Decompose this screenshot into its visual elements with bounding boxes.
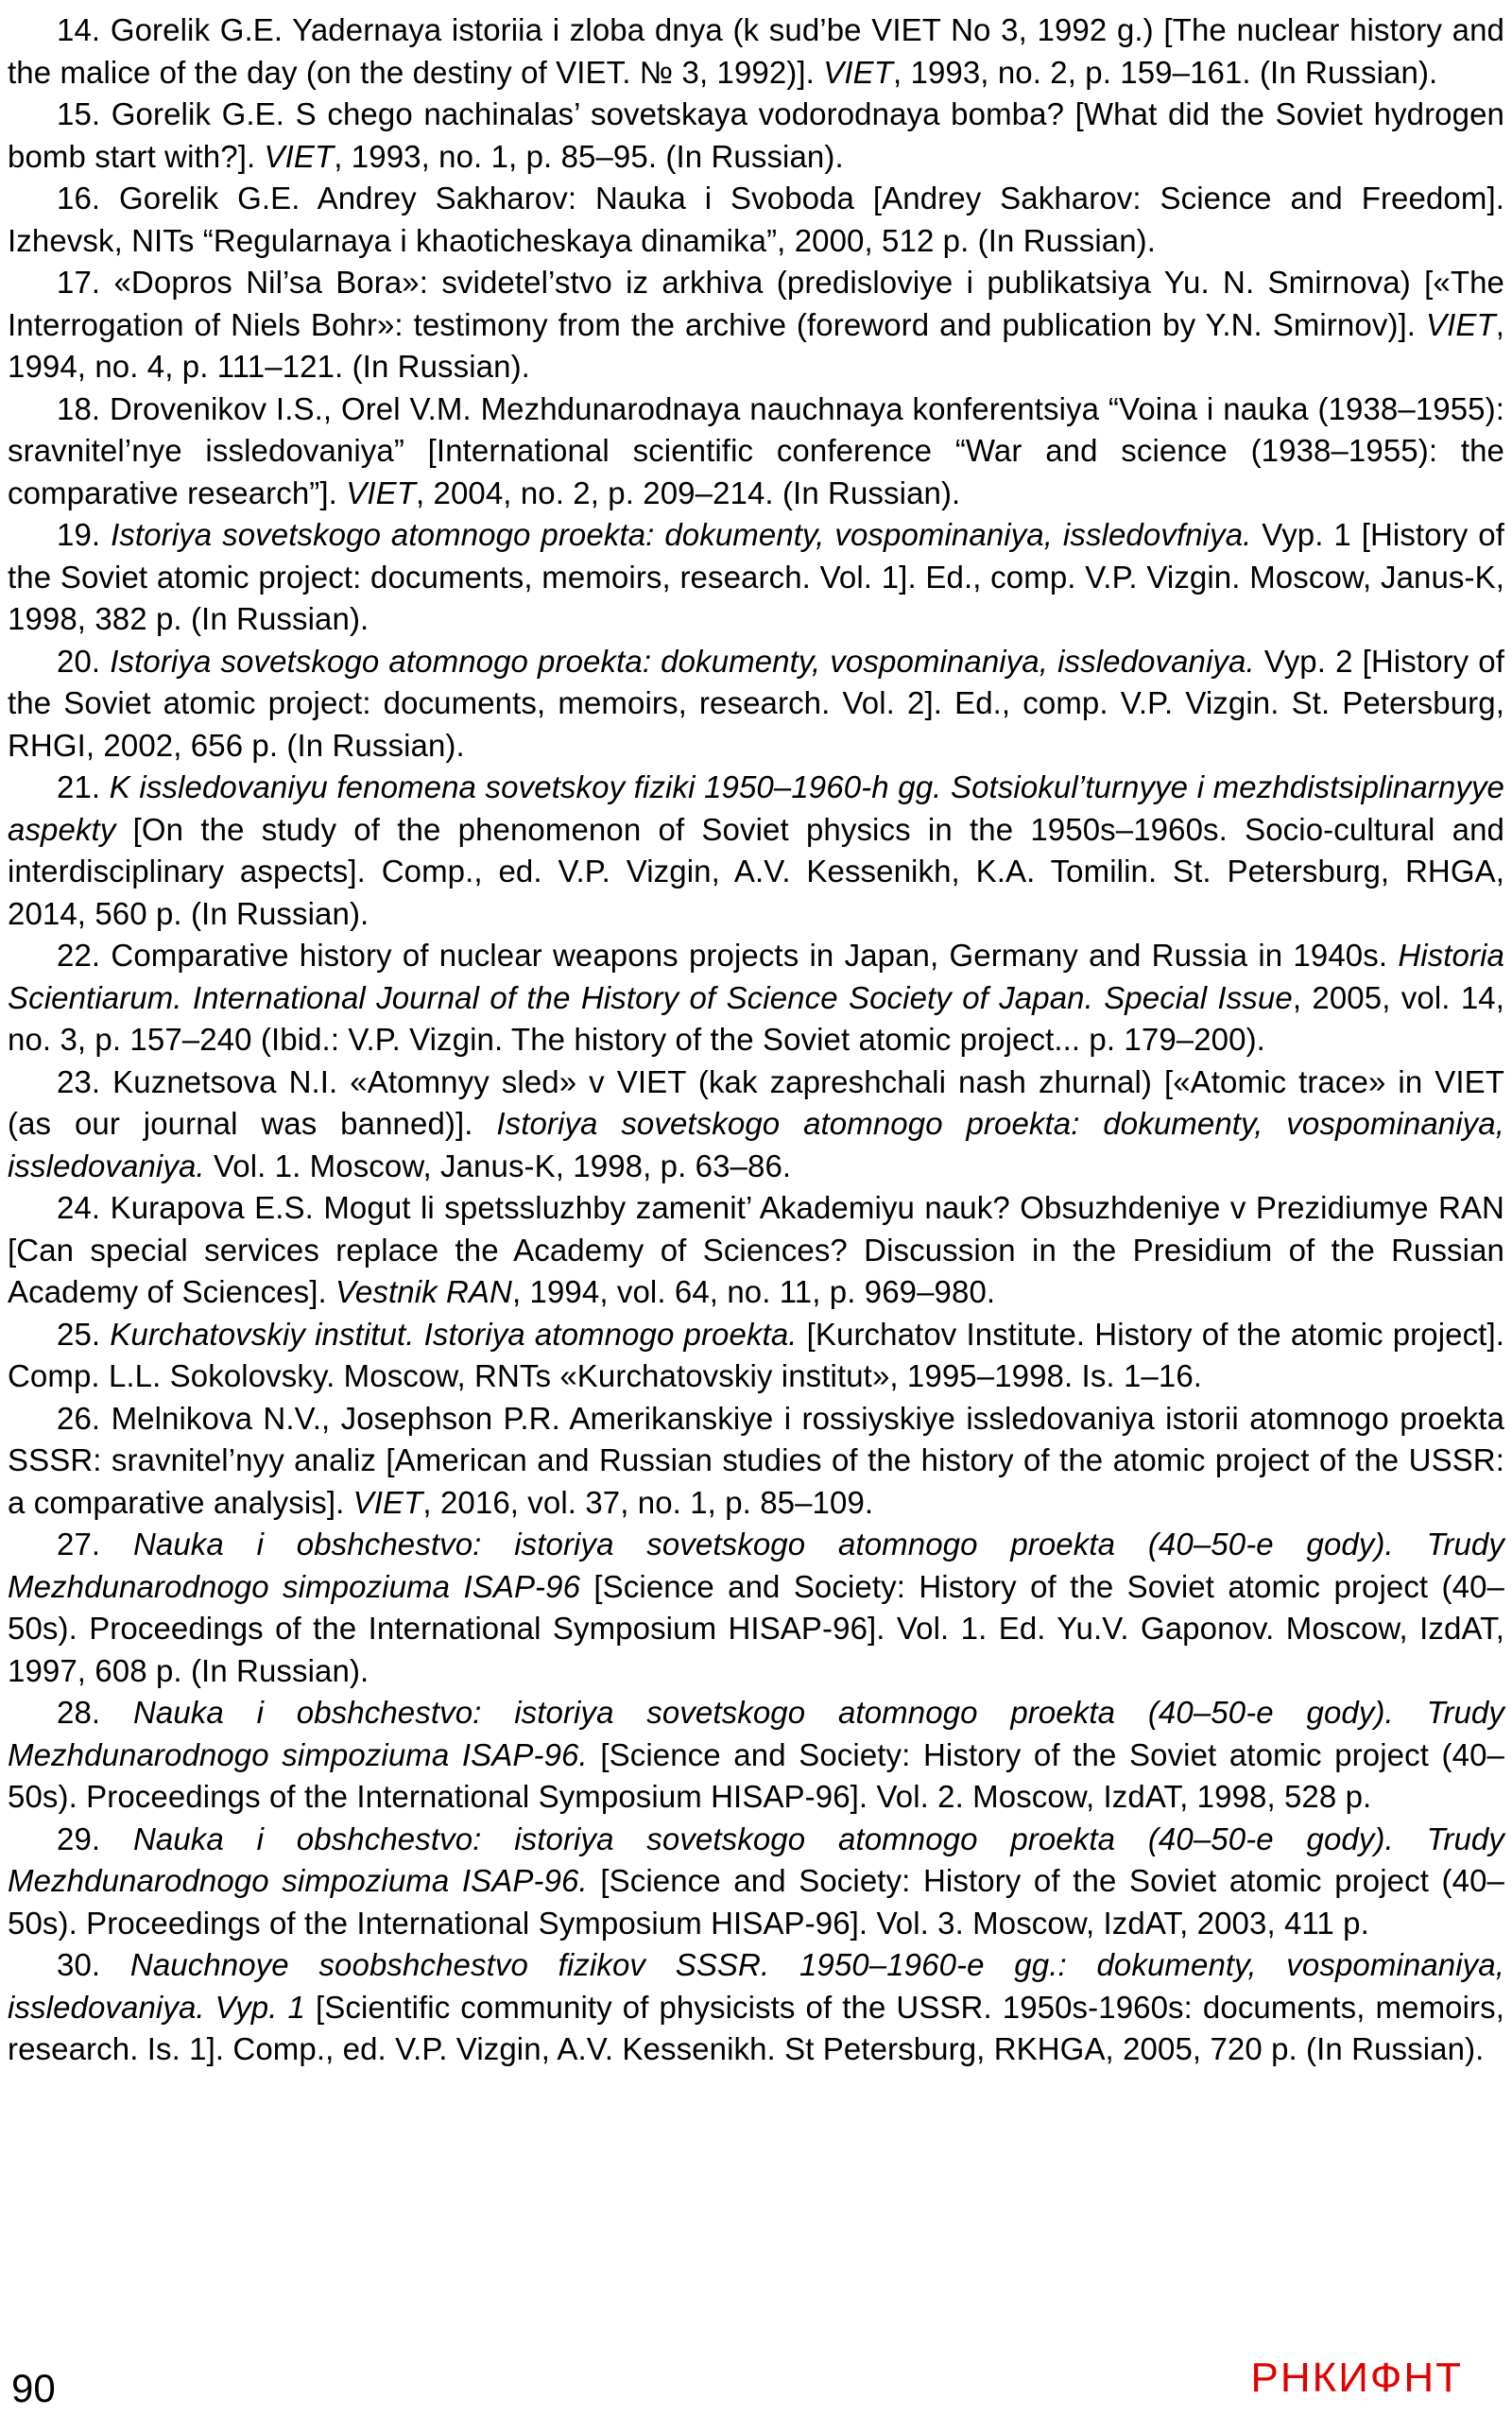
reference-item-20 [8, 641, 1504, 768]
reference-title-italic: Istoriya sovetskogo atomnogo proekta: dokumenty, vospominaniya, issledovaniya. [110, 643, 1255, 679]
reference-item-29 [8, 1819, 1504, 1945]
reference-text: 30. [57, 1947, 130, 1982]
reference-text: [On the study of the phenomenon of Soviet physics in the 1950s–1960s. Socio-cultural and interdisciplinary aspects]. Comp., ed. V.P. Vizgin, A.V. Kessenikh, K.A. Tomilin. St. Petersburg, RHGA, 2014, 560 p. (In Russian). [8, 811, 1504, 931]
reference-text: 16. Gorelik G.E. Andrey Sakharov: Nauka i Svoboda [Andrey Sakharov: Science and Freedom]. Izhevsk, NITs “Regularnaya i khaoticheskaya dinamika”, 2000, 512 p. (In Russian). [8, 181, 1504, 258]
reference-text: 15. Gorelik G.E. S chego nachinalas’ sovetskaya vodorodnaya bomba? [What did the Soviet hydrogen bomb start with?]. [8, 96, 1504, 174]
reference-item-15 [8, 94, 1504, 178]
reference-text: [Science and Society: History of the Soviet atomic project (40–50s). Proceedings of the International Symposium HISAP-96]. Vol. 1. Ed. Yu.V. Gaponov. Moscow, IzdAT, 1997, 608 p. (In Russian). [8, 1568, 1504, 1688]
reference-item-25 [8, 1314, 1504, 1398]
page-number: 90 [11, 2366, 56, 2410]
reference-text: 28. [57, 1695, 133, 1730]
reference-text: , 2005, vol. 14, no. 3, p. 157–240 (Ibid.: V.P. Vizgin. The history of the Soviet atomic project... p. 179–200). [8, 979, 1504, 1057]
reference-title-italic: Istoriya sovetskogo atomnogo proekta: dokumenty, vospominaniya, issledovfniya. [111, 517, 1252, 552]
reference-item-16 [8, 178, 1504, 262]
reference-title-italic: VIET [264, 138, 335, 174]
reference-title-italic: Nauchnoye soobshchestvo fizikov SSSR. 1950–1960-e gg.: dokumenty, vospominaniya, issledovaniya. Vyp. 1 [8, 1947, 1504, 2025]
reference-title-italic: VIET [1425, 306, 1496, 342]
reference-title-italic: VIET [823, 54, 893, 90]
reference-text: 18. Drovenikov I.S., Orel V.M. Mezhdunarodnaya nauchnaya konferentsiya “Voina i nauka (1938–1955): sravnitel’nye issledovaniya” [International scientific conference “War and science (1938–1955): the comparative research”]. [8, 390, 1504, 510]
reference-text: , 2016, vol. 37, no. 1, p. 85–109. [422, 1484, 874, 1520]
reference-text: , 1994, no. 4, p. 111–121. (In Russian). [8, 306, 1504, 384]
reference-item-21 [8, 767, 1504, 935]
reference-text: 20. [57, 643, 111, 679]
reference-title-italic: Historia Scientiarum. International Journal of the History of Science Society of Japan. Special Issue [8, 938, 1504, 1015]
reference-item-19 [8, 514, 1504, 641]
reference-title-italic: Nauka i obshchestvo: istoriya sovetskogo atomnogo proekta (40–50-e gody). Trudy Mezhdunarodnogo simpoziuma ISAP-96. [8, 1695, 1504, 1772]
reference-item-30 [8, 1944, 1504, 2071]
reference-text: [Kurchatov Institute. History of the atomic project]. Comp. L.L. Sokolovsky. Moscow, RNTs «Kurchatovskiy institut», 1995–1998. Is. 1–16. [8, 1316, 1504, 1393]
reference-title-italic: VIET [352, 1484, 423, 1520]
reference-text: [Scientific community of physicists of the USSR. 1950s-1960s: documents, memoirs, research. Is. 1]. Comp., ed. V.P. Vizgin, A.V. Kessenikh. St Petersburg, RKHGA, 2005, 720 p. (In Russian). [8, 1989, 1504, 2066]
reference-text: , 1993, no. 2, p. 159–161. (In Russian). [892, 54, 1438, 90]
reference-title-italic: Istoriya sovetskogo atomnogo proekta: dokumenty, vospominaniya, issledovaniya. [8, 1106, 1504, 1183]
reference-text: 29. [57, 1821, 133, 1856]
reference-text: 25. [57, 1316, 111, 1352]
reference-text: [Science and Society: History of the Soviet atomic project (40–50s). Proceedings of the International Symposium HISAP-96]. Vol. 2. Moscow, IzdAT, 1998, 528 p. [8, 1736, 1504, 1814]
reference-text: 14. Gorelik G.E. Yadernaya istoriia i zloba dnya (k sud’be VIET No 3, 1992 g.) [The nuclear history and the malice of the day (on the destiny of VIET. № 3, 1992)]. [8, 12, 1504, 90]
reference-text: 24. Kurapova E.S. Mogut li spetssluzhby zamenit’ Akademiyu nauk? Obsuzhdeniye v Prezidiumye RAN [Can special services replace the Academy of Sciences? Discussion in the Presidium of the Russian Academy of Sciences]. [8, 1190, 1504, 1309]
reference-title-italic: VIET [346, 475, 416, 510]
reference-item-26 [8, 1398, 1504, 1525]
reference-title-italic: Nauka i obshchestvo: istoriya sovetskogo atomnogo proekta (40–50-e gody). Trudy Mezhdunarodnogo simpoziuma ISAP-96 [8, 1527, 1504, 1604]
reference-text: 27. [57, 1527, 133, 1562]
reference-title-italic: Vestnik RAN [335, 1274, 512, 1309]
reference-text: Vol. 1. Moscow, Janus-K, 1998, p. 63–86. [204, 1148, 792, 1183]
reference-text: Vyp. 2 [History of the Soviet atomic project: documents, memoirs, research. Vol. 2]. Ed., comp. V.P. Vizgin. St. Petersburg, RHGI, 2002, 656 p. (In Russian). [8, 643, 1504, 763]
reference-text: 23. Kuznetsova N.I. «Atomnyy sled» v VIET (kak zapreshchali nash zhurnal) [«Atomic trace» in VIET (as our journal was banned)]. [8, 1063, 1504, 1141]
reference-text: Vyp. 1 [History of the Soviet atomic project: documents, memoirs, research. Vol. 1]. Ed., comp. V.P. Vizgin. Moscow, Janus-K, 1998, 382 p. (In Russian). [8, 517, 1504, 636]
reference-title-italic: K issledovaniyu fenomena sovetskoy fiziki 1950–1960-h gg. Sotsiokul’turnyye i mezhdistsiplinarnyye aspekty [8, 769, 1504, 847]
reference-item-14 [8, 9, 1504, 94]
reference-item-28 [8, 1692, 1504, 1819]
reference-text: 19. [57, 517, 112, 552]
reference-title-italic: Kurchatovskiy institut. Istoriya atomnogo proekta. [110, 1316, 798, 1352]
footer-logo: РНКИФНТ [1250, 2355, 1463, 2401]
reference-text: 26. Melnikova N.V., Josephson P.R. Amerikanskiye i rossiyskiye issledovaniya istorii atomnogo proekta SSSR: sravnitel’nyy analiz [American and Russian studies of the history of the atomic project of the USSR: a comparative analysis]. [8, 1400, 1504, 1520]
reference-title-italic: Nauka i obshchestvo: istoriya sovetskogo atomnogo proekta (40–50-e gody). Trudy Mezhdunarodnogo simpoziuma ISAP-96. [8, 1821, 1504, 1898]
reference-text: , 1993, no. 1, p. 85–95. (In Russian). [334, 138, 844, 174]
reference-text: 22. Comparative history of nuclear weapons projects in Japan, Germany and Russia in 1940s. [57, 938, 1399, 973]
reference-item-24 [8, 1187, 1504, 1314]
reference-text: 21. [57, 769, 110, 804]
reference-text: , 2004, no. 2, p. 209–214. (In Russian). [415, 475, 961, 510]
reference-item-18 [8, 388, 1504, 515]
reference-text: 17. «Dopros Nil’sa Bora»: svidetel’stvo iz arkhiva (predisloviye i publikatsiya Yu. N. Smirnova) [«The Interrogation of Niels Bohr»: testimony from the archive (foreword and publication by Y.N. Smirnov)]. [8, 265, 1504, 342]
reference-item-27 [8, 1524, 1504, 1692]
reference-item-22 [8, 935, 1504, 1061]
reference-item-17 [8, 262, 1504, 388]
reference-text: , 1994, vol. 64, no. 11, p. 969–980. [511, 1274, 996, 1309]
reference-item-23 [8, 1061, 1504, 1188]
reference-text: [Science and Society: History of the Soviet atomic project (40–50s). Proceedings of the International Symposium HISAP-96]. Vol. 3. Moscow, IzdAT, 2003, 411 p. [8, 1863, 1504, 1941]
